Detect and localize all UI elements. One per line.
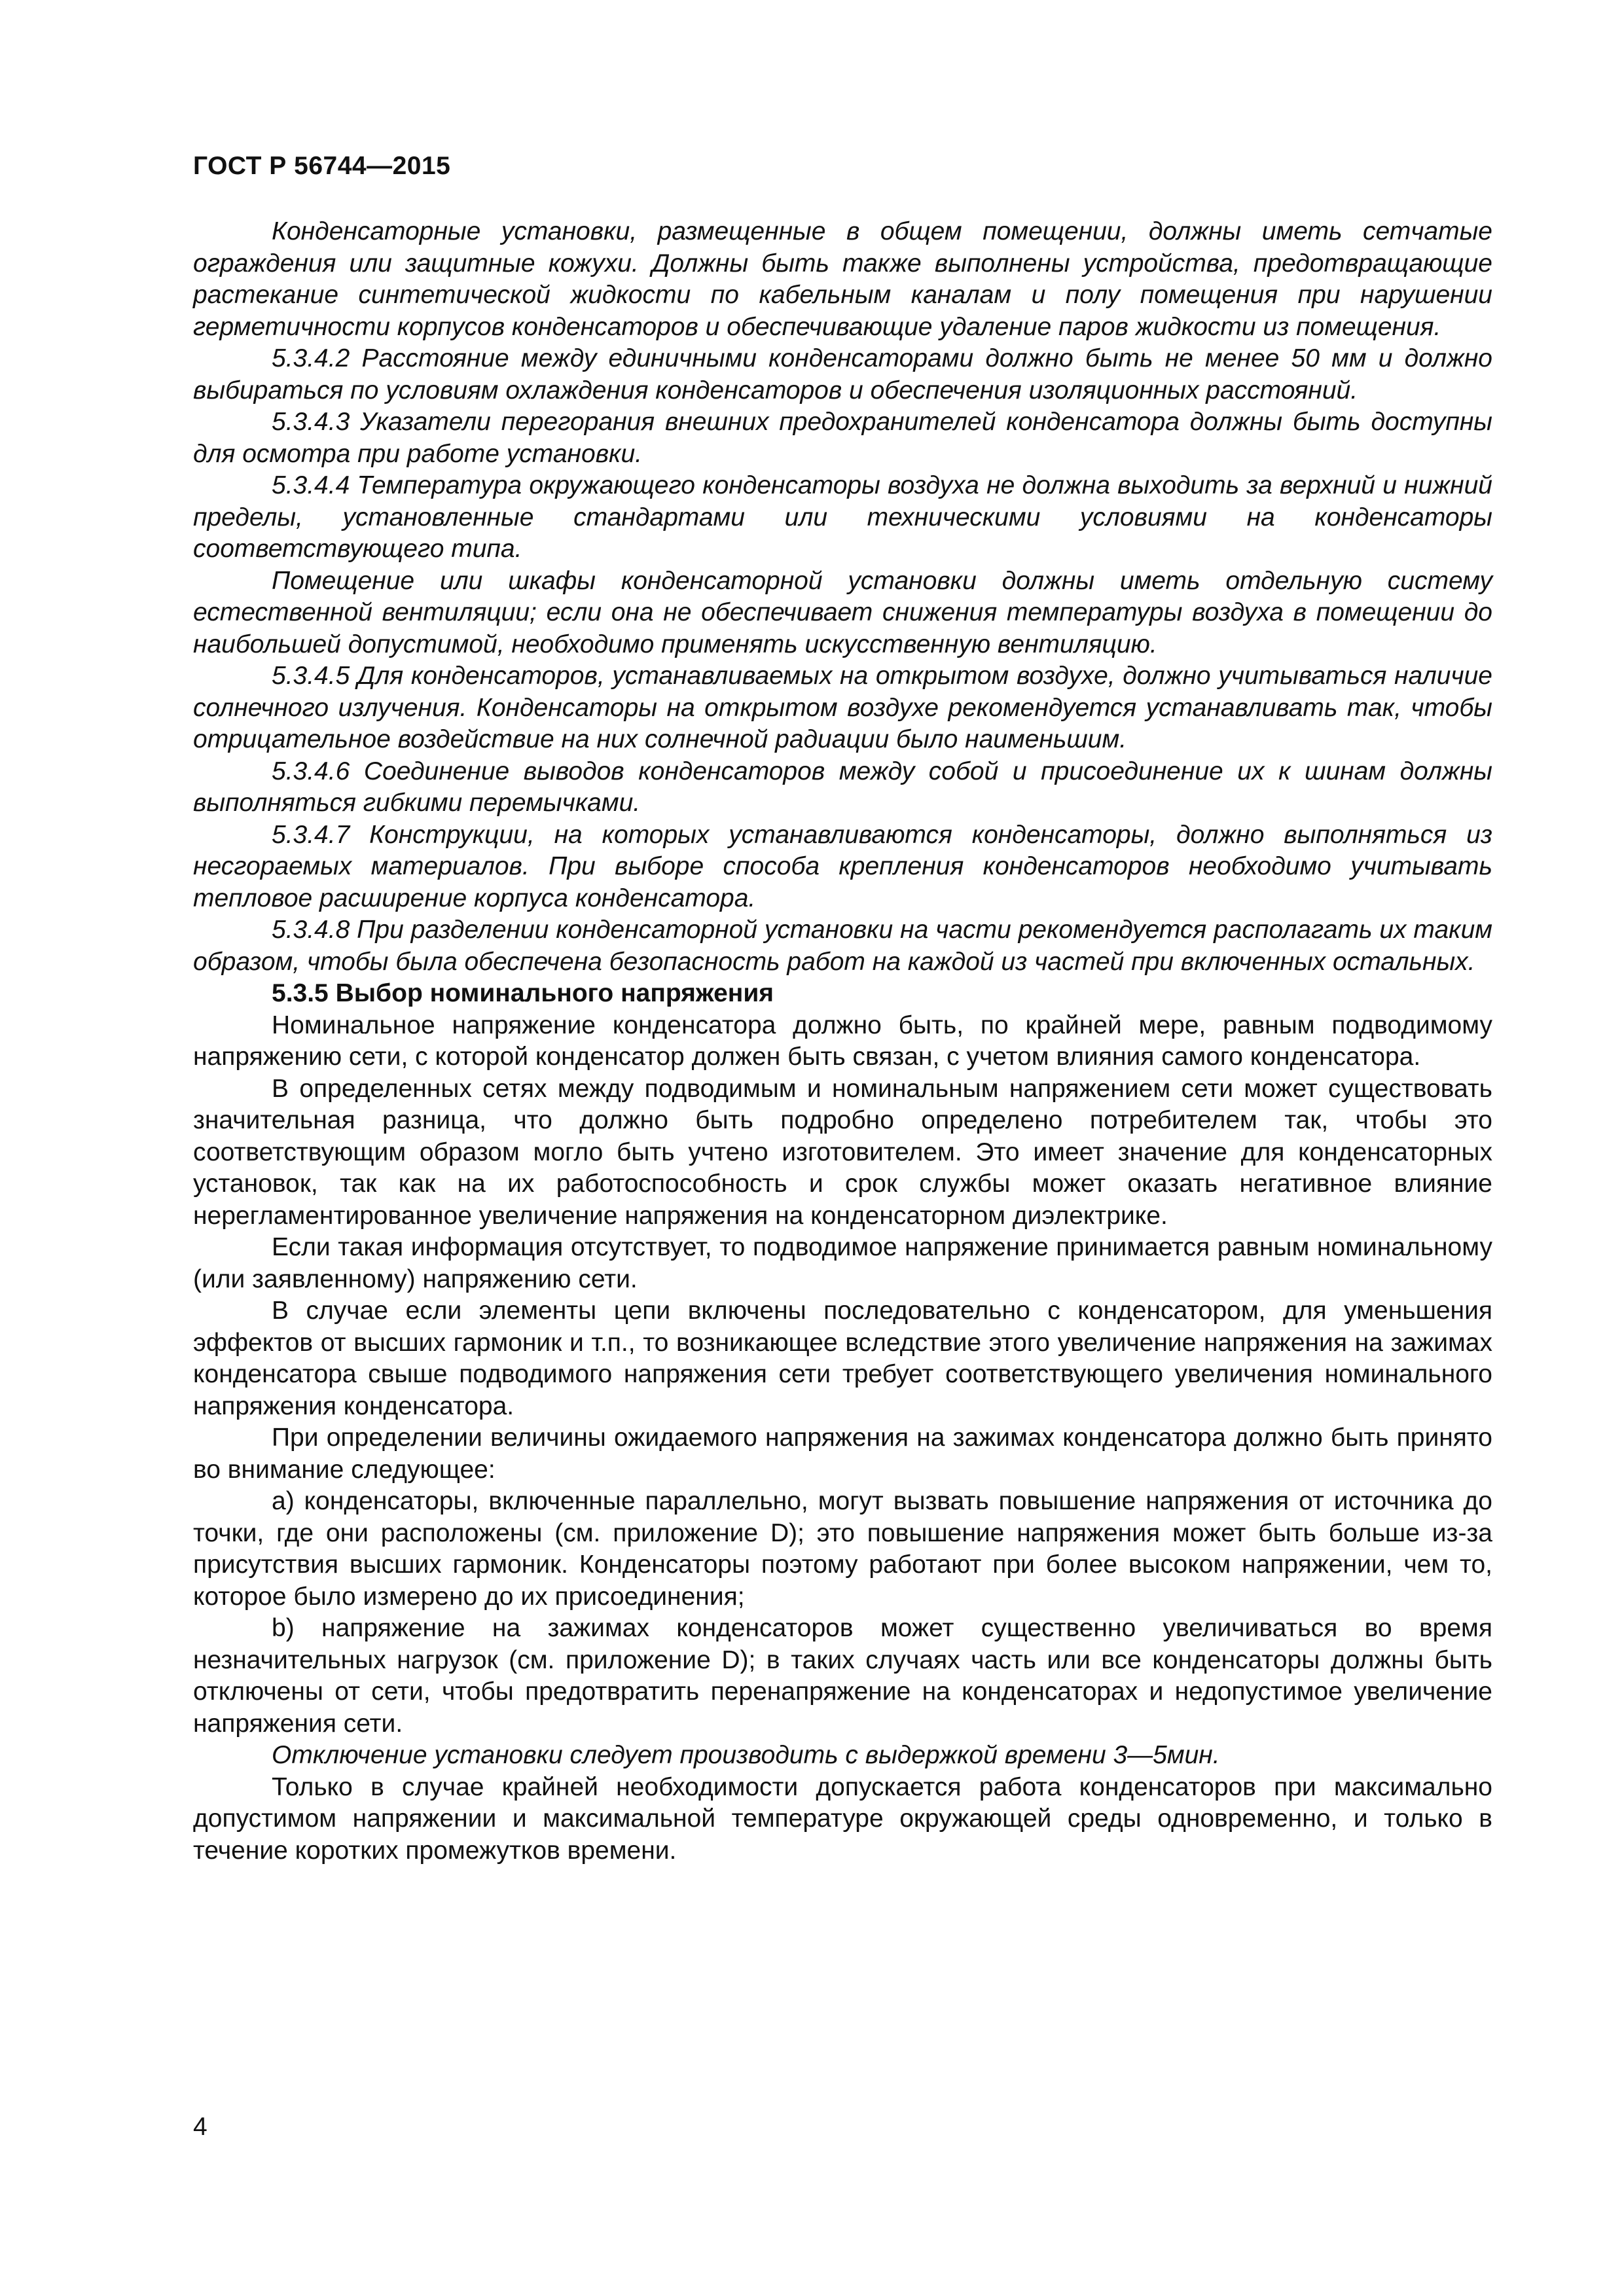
document-body [193,216,1492,1867]
paragraph-5-3-4-4: 5.3.4.4 Температура окружающего конденсаторы воздуха не должна выходить за верхний и нижний пределы, установленные стандартами или техническими условиями на конденсаторы соответствующего типа. [193,471,1492,563]
section-heading-5-3-5: 5.3.5 Выбор номинального напряжения [272,979,774,1007]
document-header: ГОСТ Р 56744—2015 [193,152,451,180]
paragraph-series-elements: В случае если элементы цепи включены последовательно с конденсатором, для уменьшения эффектов от высших гармоник и т.п., то возникающее вследствие этого увеличение напряжения на зажимах конденсатора свыше подводимого напряжения сети требует соответствующего увеличения номинального напряжения конденсатора. [193,1297,1492,1420]
paragraph-5-3-4-6: 5.3.4.6 Соединение выводов конденсаторов между собой и присоединение их к шинам должны выполняться гибкими перемычками. [193,757,1492,817]
paragraph-rated-voltage: Номинальное напряжение конденсатора должно быть, по крайней мере, равным подводимому напряжению сети, с которой конденсатор должен быть связан, с учетом влияния самого конденсатора. [193,1011,1492,1071]
paragraph-disconnect-delay: Отключение установки следует производить с выдержкой времени 3—5мин. [272,1741,1220,1769]
page-number: 4 [193,2113,208,2141]
paragraph-5-3-4-3: 5.3.4.3 Указатели перегорания внешних предохранителей конденсатора должны быть доступны для осмотра при работе установки. [193,408,1492,468]
paragraph-5-3-4-5: 5.3.4.5 Для конденсаторов, устанавливаемых на открытом воздухе, должно учитываться наличие солнечного излучения. Конденсаторы на открытом воздухе рекомендуется устанавливать так, чтобы отрицательное воздействие на них солнечной радиации было наименьшим. [193,662,1492,753]
paragraph-max-voltage: Только в случае крайней необходимости допускается работа конденсаторов при максимально допустимом напряжении и максимальной температуре окружающей среды одновременно, и только в течение коротких промежутков времени. [193,1772,1492,1865]
list-item-b: b) напряжение на зажимах конденсаторов может существенно увеличиваться во время незначительных нагрузок (см. приложение D); в таких случаях часть или все конденсаторы должны быть отключены от сети, чтобы предотвратить перенапряжение на конденсаторах и недопустимое увеличение напряжения сети. [193,1614,1492,1738]
paragraph-5-3-4-7: 5.3.4.7 Конструкции, на которых устанавливаются конденсаторы, должно выполняться из несгораемых материалов. При выборе способа крепления конденсаторов необходимо учитывать тепловое расширение корпуса конденсатора. [193,820,1492,912]
paragraph-capacitor-enclosures: Конденсаторные установки, размещенные в общем помещении, должны иметь сетчатые ограждения или защитные кожухи. Должны быть также выполнены устройства, предотвращающие растекание синтетической жидкости по кабельным каналам и полу помещения при нарушении герметичности корпусов конденсаторов и обеспечивающие удаление паров жидкости из помещения. [193,217,1492,341]
paragraph-ventilation: Помещение или шкафы конденсаторной установки должны иметь отдельную систему естественной вентиляции; если она не обеспечивает снижения температуры воздуха в помещении до наибольшей допустимой, необходимо применять искусственную вентиляцию. [193,566,1492,658]
paragraph-5-3-4-8: 5.3.4.8 При разделении конденсаторной установки на части рекомендуется располагать их таким образом, чтобы была обеспечена безопасность работ на каждой из частей при включенных остальных. [193,916,1492,976]
list-item-a: a) конденсаторы, включенные параллельно, могут вызвать повышение напряжения от источника до точки, где они расположены (см. приложение D); это повышение напряжения может быть больше из-за присутствия высших гармоник. Конденсаторы поэтому работают при более высоком напряжении, чем то, которое было измерено до их присоединения; [193,1487,1492,1611]
paragraph-expected-voltage: При определении величины ожидаемого напряжения на зажимах конденсатора должно быть принято во внимание следующее: [193,1424,1492,1484]
paragraph-missing-info: Если такая информация отсутствует, то подводимое напряжение принимается равным номинальному (или заявленному) напряжению сети. [193,1233,1492,1293]
paragraph-voltage-difference: В определенных сетях между подводимым и номинальным напряжением сети может существовать значительная разница, что должно быть подробно определено потребителем так, чтобы это соответствующим образом могло быть учтено изготовителем. Это имеет значение для конденсаторных установок, так как на их работоспособность и срок службы может оказать негативное влияние нерегламентированное увеличение напряжения на конденсаторном диэлектрике. [193,1074,1492,1230]
paragraph-5-3-4-2: 5.3.4.2 Расстояние между единичными конденсаторами должно быть не менее 50 мм и должно выбираться по условиям охлаждения конденсаторов и обеспечения изоляционных расстояний. [193,344,1492,404]
